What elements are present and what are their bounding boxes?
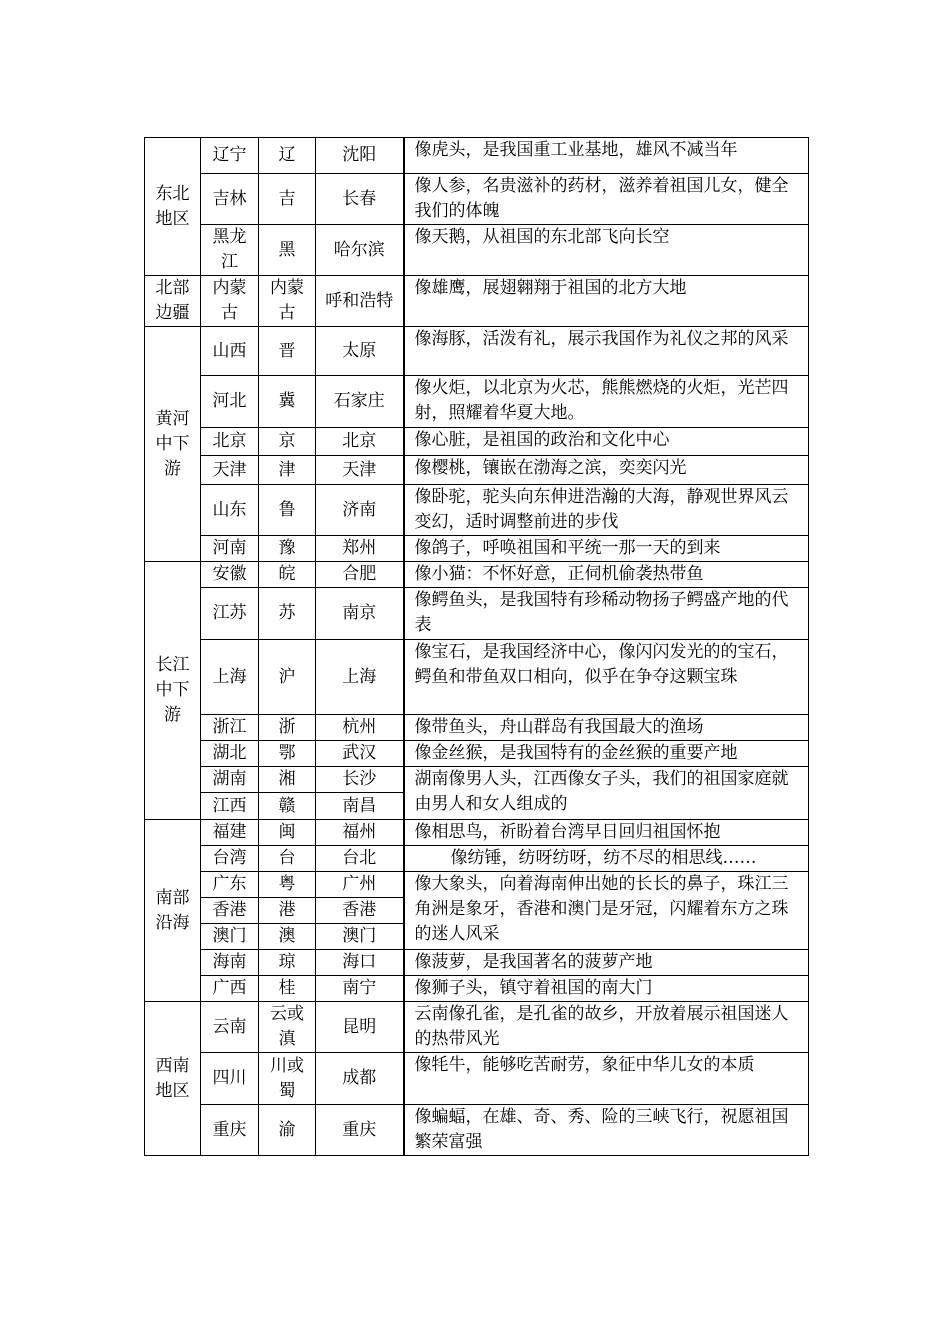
table-row xyxy=(145,820,809,846)
capital-cell xyxy=(316,640,404,715)
description-text: 像蝙蝠，在雄、奇、秀、险的三峡飞行，祝愿祖国繁荣富强 xyxy=(414,1107,789,1152)
description-text: 像相思鸟，祈盼着台湾早日回归祖国怀抱 xyxy=(414,822,721,842)
abbreviation-text: 皖 xyxy=(278,564,296,584)
description-text: 像纺锤，纺呀纺呀，纺不尽的相思线…… xyxy=(450,848,757,868)
abbreviation-text: 澳 xyxy=(278,926,296,946)
province-text: 辽宁 xyxy=(212,145,247,165)
province-text: 北京 xyxy=(212,431,247,451)
description-text: 像狮子头，镇守着祖国的南大门 xyxy=(414,978,653,998)
capital-cell xyxy=(316,536,404,562)
capital-text: 南京 xyxy=(342,603,377,623)
description-text: 云南像孔雀，是孔雀的故乡，开放着展示祖国迷人的热带风光 xyxy=(414,1004,789,1049)
province-cell xyxy=(201,1002,259,1053)
capital-cell xyxy=(316,976,404,1002)
region-cell xyxy=(145,276,201,327)
capital-text: 长沙 xyxy=(342,769,377,789)
region-name: 南部沿海 xyxy=(155,887,190,933)
province-cell xyxy=(201,276,259,327)
description-cell xyxy=(404,536,809,562)
table-row xyxy=(145,327,809,376)
abbreviation-text: 京 xyxy=(278,431,296,451)
province-text: 河北 xyxy=(212,391,247,411)
description-cell xyxy=(404,950,809,976)
description-cell xyxy=(404,327,809,376)
abbreviation-text: 鄂 xyxy=(278,743,296,763)
abbreviation-cell xyxy=(259,562,316,588)
description-cell xyxy=(404,225,809,276)
abbreviation-text: 沪 xyxy=(278,666,296,687)
description-text: 像菠萝，是我国著名的菠萝产地 xyxy=(414,952,653,972)
table-row xyxy=(145,1105,809,1156)
province-cell xyxy=(201,225,259,276)
province-cell xyxy=(201,456,259,485)
description-cell xyxy=(404,872,809,950)
description-cell xyxy=(404,562,809,588)
capital-cell xyxy=(316,950,404,976)
capital-text: 武汉 xyxy=(342,743,377,763)
capital-cell xyxy=(316,793,404,820)
abbreviation-cell xyxy=(259,976,316,1002)
capital-cell xyxy=(316,456,404,485)
province-cell xyxy=(201,485,259,536)
table-row xyxy=(145,872,809,898)
abbreviation-text: 吉 xyxy=(278,188,296,209)
province-text: 海南 xyxy=(212,952,247,972)
capital-text: 南昌 xyxy=(342,795,377,816)
province-text: 湖北 xyxy=(212,743,247,763)
description-text: 像牦牛，能够吃苦耐劳，象征中华儿女的本质 xyxy=(414,1055,755,1075)
description-cell xyxy=(404,138,809,174)
region-name: 西南地区 xyxy=(155,1055,190,1101)
capital-text: 昆明 xyxy=(342,1016,377,1037)
province-text: 天津 xyxy=(212,459,247,480)
capital-text: 长春 xyxy=(342,188,377,209)
abbreviation-text: 闽 xyxy=(278,822,296,842)
capital-cell xyxy=(316,327,404,376)
abbreviation-text: 浙 xyxy=(278,717,296,737)
table-row xyxy=(145,950,809,976)
description-cell xyxy=(404,1053,809,1105)
province-cell xyxy=(201,1053,259,1105)
abbreviation-cell xyxy=(259,640,316,715)
table-row xyxy=(145,715,809,741)
capital-cell xyxy=(316,846,404,872)
region-cell xyxy=(145,562,201,820)
region-cell xyxy=(145,327,201,562)
description-cell xyxy=(404,820,809,846)
abbreviation-text: 湘 xyxy=(278,769,296,789)
description-cell xyxy=(404,640,809,715)
province-text: 河南 xyxy=(212,538,247,558)
table-row xyxy=(145,640,809,715)
table-row xyxy=(145,976,809,1002)
description-text: 像卧驼，驼头向东伸进浩瀚的大海，静观世界风云变幻，适时调整前进的步伐 xyxy=(414,487,789,532)
capital-text: 太原 xyxy=(342,340,377,361)
table-row xyxy=(145,456,809,485)
description-text: 像虎头，是我国重工业基地，雄风不减当年 xyxy=(414,140,738,160)
province-text: 黑龙江 xyxy=(212,227,247,272)
province-table xyxy=(144,137,809,1156)
abbreviation-cell xyxy=(259,820,316,846)
capital-text: 沈阳 xyxy=(342,145,377,165)
province-text: 云南 xyxy=(212,1016,247,1037)
province-text: 安徽 xyxy=(212,564,247,584)
abbreviation-cell xyxy=(259,898,316,924)
province-cell xyxy=(201,1105,259,1156)
description-text: 像天鹅，从祖国的东北部飞向长空 xyxy=(414,227,670,247)
province-cell xyxy=(201,428,259,456)
capital-text: 天津 xyxy=(342,459,377,480)
region-name: 北部边疆 xyxy=(155,278,190,323)
capital-text: 呼和浩特 xyxy=(325,290,394,311)
region-name: 黄河中下游 xyxy=(155,408,190,479)
abbreviation-text: 苏 xyxy=(278,603,296,623)
description-cell xyxy=(404,715,809,741)
abbreviation-text: 内蒙古 xyxy=(269,278,304,323)
description-cell xyxy=(404,174,809,225)
capital-cell xyxy=(316,872,404,898)
table-row xyxy=(145,276,809,327)
description-cell xyxy=(404,588,809,640)
capital-text: 哈尔滨 xyxy=(333,239,385,260)
abbreviation-text: 云或滇 xyxy=(269,1004,304,1049)
abbreviation-cell xyxy=(259,872,316,898)
capital-cell xyxy=(316,562,404,588)
region-cell xyxy=(145,820,201,1002)
province-cell xyxy=(201,898,259,924)
description-text: 像人参，名贵滋补的药材，滋养着祖国儿女，健全我们的体魄 xyxy=(414,176,789,221)
description-cell xyxy=(404,767,809,820)
capital-text: 北京 xyxy=(342,431,377,451)
abbreviation-text: 黑 xyxy=(278,239,296,260)
region-cell xyxy=(145,1002,201,1156)
abbreviation-text: 辽 xyxy=(278,145,296,165)
abbreviation-cell xyxy=(259,1105,316,1156)
province-text: 台湾 xyxy=(212,848,247,868)
province-cell xyxy=(201,588,259,640)
table-row xyxy=(145,485,809,536)
province-cell xyxy=(201,767,259,793)
capital-cell xyxy=(316,924,404,950)
description-text: 湖南像男人头，江西像女子头，我们的祖国家庭就由男人和女人组成的 xyxy=(414,769,789,814)
abbreviation-cell xyxy=(259,456,316,485)
description-cell xyxy=(404,485,809,536)
capital-cell xyxy=(316,588,404,640)
capital-cell xyxy=(316,138,404,174)
table-row xyxy=(145,536,809,562)
abbreviation-text: 台 xyxy=(278,848,296,868)
capital-text: 济南 xyxy=(342,499,377,520)
province-text: 重庆 xyxy=(212,1119,247,1140)
capital-cell xyxy=(316,1002,404,1053)
capital-text: 杭州 xyxy=(342,717,377,737)
table-row xyxy=(145,1002,809,1053)
description-text: 像雄鹰，展翅翱翔于祖国的北方大地 xyxy=(414,278,687,298)
capital-cell xyxy=(316,1053,404,1105)
region-name: 长江中下游 xyxy=(155,655,190,725)
abbreviation-cell xyxy=(259,1002,316,1053)
province-cell xyxy=(201,536,259,562)
capital-text: 广州 xyxy=(342,874,377,894)
abbreviation-cell xyxy=(259,174,316,225)
abbreviation-text: 港 xyxy=(278,900,296,920)
table-row xyxy=(145,376,809,428)
capital-cell xyxy=(316,898,404,924)
abbreviation-cell xyxy=(259,767,316,793)
description-cell xyxy=(404,741,809,767)
abbreviation-cell xyxy=(259,536,316,562)
province-text: 山西 xyxy=(212,340,247,361)
abbreviation-text: 粤 xyxy=(278,874,296,894)
province-cell xyxy=(201,715,259,741)
abbreviation-cell xyxy=(259,715,316,741)
province-cell xyxy=(201,976,259,1002)
province-cell xyxy=(201,138,259,174)
province-cell xyxy=(201,562,259,588)
description-text: 像火炬，以北京为火芯，熊熊燃烧的火炬，光芒四射，照耀着华夏大地。 xyxy=(414,378,789,423)
capital-text: 郑州 xyxy=(342,538,377,558)
table-row xyxy=(145,846,809,872)
abbreviation-text: 津 xyxy=(278,459,296,480)
capital-text: 南宁 xyxy=(342,978,377,998)
description-text: 像樱桃，镶嵌在渤海之滨，奕奕闪光 xyxy=(414,458,687,478)
province-cell xyxy=(201,376,259,428)
province-text: 江苏 xyxy=(212,603,247,623)
abbreviation-cell xyxy=(259,225,316,276)
capital-cell xyxy=(316,225,404,276)
region-cell xyxy=(145,138,201,276)
capital-cell xyxy=(316,820,404,846)
province-cell xyxy=(201,872,259,898)
description-text: 像带鱼头，舟山群岛有我国最大的渔场 xyxy=(414,717,704,737)
table-row xyxy=(145,174,809,225)
capital-text: 成都 xyxy=(342,1068,377,1088)
description-text: 像心脏，是祖国的政治和文化中心 xyxy=(414,430,670,450)
province-cell xyxy=(201,741,259,767)
province-text: 广西 xyxy=(212,978,247,998)
abbreviation-cell xyxy=(259,276,316,327)
abbreviation-cell xyxy=(259,428,316,456)
capital-text: 合肥 xyxy=(342,564,377,584)
province-cell xyxy=(201,793,259,820)
table-row xyxy=(145,741,809,767)
description-text: 像金丝猴，是我国特有的金丝猴的重要产地 xyxy=(414,743,738,763)
table-row xyxy=(145,138,809,174)
capital-text: 海口 xyxy=(342,952,377,972)
capital-cell xyxy=(316,741,404,767)
abbreviation-cell xyxy=(259,588,316,640)
description-cell xyxy=(404,376,809,428)
description-cell xyxy=(404,276,809,327)
capital-cell xyxy=(316,1105,404,1156)
abbreviation-cell xyxy=(259,1053,316,1105)
province-cell xyxy=(201,924,259,950)
description-text: 像鸽子，呼唤祖国和平统一那一天的到来 xyxy=(414,538,721,558)
capital-text: 香港 xyxy=(342,900,377,920)
abbreviation-text: 琼 xyxy=(278,952,296,972)
province-cell xyxy=(201,846,259,872)
description-text: 像鳄鱼头，是我国特有珍稀动物扬子鳄盛产地的代表 xyxy=(414,590,789,635)
capital-cell xyxy=(316,428,404,456)
province-cell xyxy=(201,174,259,225)
capital-text: 福州 xyxy=(342,822,377,842)
table-row xyxy=(145,588,809,640)
description-cell xyxy=(404,1002,809,1053)
abbreviation-text: 鲁 xyxy=(278,499,296,520)
abbreviation-cell xyxy=(259,924,316,950)
abbreviation-text: 渝 xyxy=(278,1119,296,1140)
province-cell xyxy=(201,640,259,715)
description-text: 像宝石，是我国经济中心，像闪闪发光的的宝石，鳄鱼和带鱼双口相向，似乎在争夺这颗宝珠 xyxy=(414,642,789,687)
province-table-body xyxy=(145,138,809,1156)
description-cell xyxy=(404,846,809,872)
abbreviation-cell xyxy=(259,327,316,376)
province-text: 澳门 xyxy=(212,926,247,946)
description-cell xyxy=(404,456,809,485)
province-text: 山东 xyxy=(212,499,247,520)
capital-cell xyxy=(316,767,404,793)
region-name: 东北地区 xyxy=(155,183,190,229)
province-cell xyxy=(201,950,259,976)
abbreviation-cell xyxy=(259,793,316,820)
table-row xyxy=(145,767,809,793)
province-text: 江西 xyxy=(212,795,247,816)
table-row xyxy=(145,1053,809,1105)
province-text: 上海 xyxy=(212,666,247,687)
abbreviation-cell xyxy=(259,950,316,976)
abbreviation-text: 赣 xyxy=(278,795,296,816)
province-cell xyxy=(201,820,259,846)
abbreviation-cell xyxy=(259,741,316,767)
province-text: 四川 xyxy=(212,1068,247,1088)
province-text: 浙江 xyxy=(212,717,247,737)
capital-text: 上海 xyxy=(342,666,377,687)
description-cell xyxy=(404,976,809,1002)
description-text: 像小猫：不怀好意，正伺机偷袭热带鱼 xyxy=(414,564,704,584)
abbreviation-text: 晋 xyxy=(278,340,296,361)
description-text: 像大象头，向着海南伸出她的长长的鼻子，珠江三角洲是象牙，香港和澳门是牙冠，闪耀着东方之珠的迷人风采 xyxy=(414,874,789,944)
abbreviation-cell xyxy=(259,485,316,536)
capital-text: 重庆 xyxy=(342,1119,377,1140)
province-text: 内蒙古 xyxy=(212,278,247,323)
description-cell xyxy=(404,1105,809,1156)
province-text: 吉林 xyxy=(212,188,247,209)
abbreviation-cell xyxy=(259,846,316,872)
table-row xyxy=(145,428,809,456)
province-text: 广东 xyxy=(212,874,247,894)
province-cell xyxy=(201,327,259,376)
abbreviation-text: 冀 xyxy=(278,391,296,411)
abbreviation-text: 川或蜀 xyxy=(269,1055,304,1101)
province-text: 湖南 xyxy=(212,769,247,789)
description-cell xyxy=(404,428,809,456)
capital-cell xyxy=(316,715,404,741)
table-row xyxy=(145,225,809,276)
table-row xyxy=(145,562,809,588)
capital-cell xyxy=(316,174,404,225)
abbreviation-text: 豫 xyxy=(278,538,296,558)
abbreviation-cell xyxy=(259,376,316,428)
capital-text: 台北 xyxy=(342,848,377,868)
capital-text: 石家庄 xyxy=(333,391,385,411)
capital-cell xyxy=(316,276,404,327)
abbreviation-text: 桂 xyxy=(278,978,296,998)
capital-text: 澳门 xyxy=(342,926,377,946)
capital-cell xyxy=(316,376,404,428)
description-text: 像海豚，活泼有礼，展示我国作为礼仪之邦的风采 xyxy=(414,329,789,349)
province-text: 香港 xyxy=(212,900,247,920)
capital-cell xyxy=(316,485,404,536)
abbreviation-cell xyxy=(259,138,316,174)
province-text: 福建 xyxy=(212,822,247,842)
